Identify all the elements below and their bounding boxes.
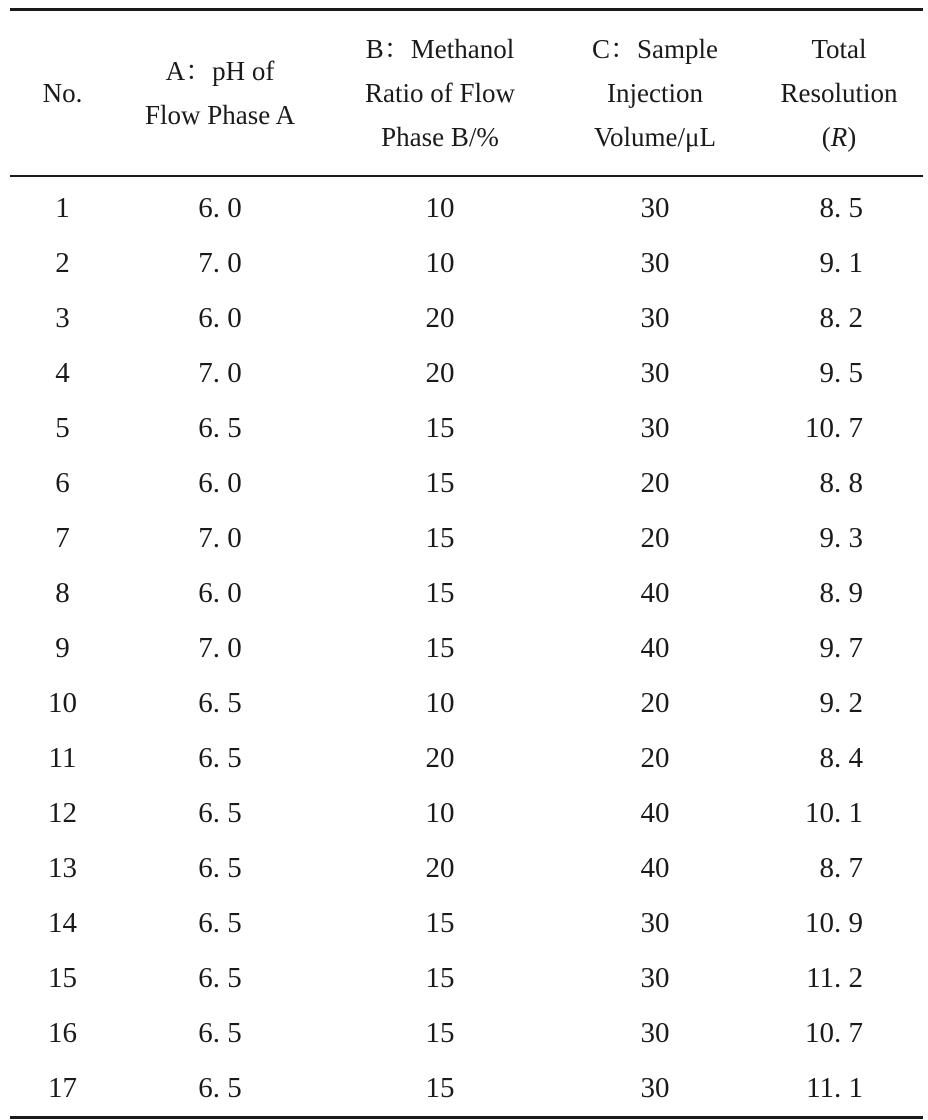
cell-resolution: 8. 8 bbox=[819, 467, 863, 499]
cell-volume: 20 bbox=[640, 687, 670, 719]
cell-no: 5 bbox=[55, 412, 70, 444]
cell-no: 7 bbox=[55, 522, 70, 554]
header-resolution-line-1: Total bbox=[811, 34, 867, 64]
table-row bbox=[10, 786, 923, 841]
table-row bbox=[10, 676, 923, 731]
cell-resolution: 10. 1 bbox=[805, 797, 863, 829]
cell-ph: 7. 0 bbox=[198, 247, 242, 279]
cell-methanol: 15 bbox=[425, 962, 455, 994]
cell-volume: 30 bbox=[640, 412, 670, 444]
header-volume-line-3: Volume/μL bbox=[594, 122, 716, 152]
table-row bbox=[10, 236, 923, 291]
cell-resolution: 9. 7 bbox=[819, 632, 863, 664]
cell-ph: 6. 5 bbox=[198, 907, 242, 939]
table-row bbox=[10, 1006, 923, 1061]
header-ph-line-2: Flow Phase A bbox=[144, 100, 296, 130]
header-methanol-line-3: Phase B/% bbox=[381, 122, 499, 152]
cell-methanol: 15 bbox=[425, 1017, 455, 1049]
header-ph-line-1: A：pH of bbox=[165, 56, 275, 86]
cell-no: 8 bbox=[55, 577, 70, 609]
table-row bbox=[10, 566, 923, 621]
cell-no: 17 bbox=[48, 1072, 77, 1104]
cell-ph: 6. 5 bbox=[198, 1017, 242, 1049]
table-body bbox=[10, 176, 923, 1118]
cell-methanol: 15 bbox=[425, 907, 455, 939]
cell-resolution: 8. 4 bbox=[819, 742, 863, 774]
header-methanol-line-1: B：Methanol bbox=[365, 34, 515, 64]
cell-ph: 6. 5 bbox=[198, 797, 242, 829]
cell-resolution: 9. 5 bbox=[819, 357, 863, 389]
cell-resolution: 10. 9 bbox=[805, 907, 863, 939]
table-row bbox=[10, 291, 923, 346]
cell-no: 11 bbox=[48, 742, 77, 774]
table-header bbox=[10, 10, 923, 177]
cell-no: 13 bbox=[48, 852, 77, 884]
cell-resolution: 10. 7 bbox=[805, 1017, 863, 1049]
cell-volume: 30 bbox=[640, 907, 670, 939]
cell-methanol: 15 bbox=[425, 412, 455, 444]
header-methanol-line-2: Ratio of Flow bbox=[364, 78, 515, 108]
table-row bbox=[10, 951, 923, 1006]
cell-methanol: 10 bbox=[425, 687, 455, 719]
cell-volume: 30 bbox=[640, 302, 670, 334]
table-row bbox=[10, 456, 923, 511]
cell-volume: 20 bbox=[640, 522, 670, 554]
cell-resolution: 8. 7 bbox=[819, 852, 863, 884]
table-row bbox=[10, 896, 923, 951]
cell-no: 15 bbox=[48, 962, 77, 994]
cell-volume: 40 bbox=[640, 632, 670, 664]
cell-no: 3 bbox=[55, 302, 70, 334]
cell-methanol: 15 bbox=[425, 1072, 455, 1104]
cell-resolution: 10. 7 bbox=[805, 412, 863, 444]
cell-ph: 6. 5 bbox=[198, 1072, 242, 1104]
cell-ph: 6. 0 bbox=[198, 192, 242, 224]
cell-ph: 6. 5 bbox=[198, 742, 242, 774]
cell-no: 2 bbox=[55, 247, 70, 279]
header-no-line: No. bbox=[42, 78, 83, 108]
cell-resolution: 11. 2 bbox=[806, 962, 863, 994]
header-volume bbox=[555, 10, 755, 177]
cell-ph: 6. 5 bbox=[198, 412, 242, 444]
cell-volume: 30 bbox=[640, 192, 670, 224]
cell-ph: 6. 0 bbox=[198, 467, 242, 499]
cell-ph: 7. 0 bbox=[198, 632, 242, 664]
header-resolution-line-2: Resolution bbox=[780, 78, 898, 108]
cell-methanol: 20 bbox=[425, 852, 455, 884]
cell-no: 1 bbox=[55, 192, 70, 224]
header-volume-line-2: Injection bbox=[607, 78, 703, 108]
cell-volume: 30 bbox=[640, 357, 670, 389]
table-row bbox=[10, 511, 923, 566]
cell-volume: 30 bbox=[640, 962, 670, 994]
cell-methanol: 20 bbox=[425, 302, 455, 334]
cell-volume: 30 bbox=[640, 1072, 670, 1104]
cell-resolution: 9. 2 bbox=[819, 687, 863, 719]
cell-resolution: 9. 1 bbox=[819, 247, 863, 279]
cell-ph: 6. 5 bbox=[198, 852, 242, 884]
cell-ph: 6. 5 bbox=[198, 687, 242, 719]
cell-no: 12 bbox=[48, 797, 77, 829]
cell-no: 14 bbox=[48, 907, 77, 939]
cell-no: 10 bbox=[48, 687, 77, 719]
cell-volume: 40 bbox=[640, 852, 670, 884]
cell-volume: 30 bbox=[640, 1017, 670, 1049]
cell-methanol: 10 bbox=[425, 192, 455, 224]
cell-methanol: 15 bbox=[425, 522, 455, 554]
header-no bbox=[10, 10, 115, 177]
table-row bbox=[10, 731, 923, 786]
cell-ph: 7. 0 bbox=[198, 522, 242, 554]
cell-methanol: 20 bbox=[425, 357, 455, 389]
cell-resolution: 11. 1 bbox=[806, 1072, 863, 1104]
cell-volume: 20 bbox=[640, 742, 670, 774]
table-row bbox=[10, 1061, 923, 1118]
cell-volume: 40 bbox=[640, 577, 670, 609]
table-row bbox=[10, 841, 923, 896]
cell-no: 6 bbox=[55, 467, 70, 499]
cell-no: 9 bbox=[55, 632, 70, 664]
cell-methanol: 15 bbox=[425, 467, 455, 499]
header-resolution-line-3: (R) bbox=[821, 122, 857, 152]
table-row bbox=[10, 346, 923, 401]
cell-volume: 30 bbox=[640, 247, 670, 279]
cell-ph: 6. 0 bbox=[198, 577, 242, 609]
cell-resolution: 8. 2 bbox=[819, 302, 863, 334]
header-resolution bbox=[755, 10, 923, 177]
cell-resolution: 9. 3 bbox=[819, 522, 863, 554]
cell-methanol: 10 bbox=[425, 247, 455, 279]
cell-volume: 20 bbox=[640, 467, 670, 499]
cell-resolution: 8. 9 bbox=[819, 577, 863, 609]
cell-no: 4 bbox=[55, 357, 70, 389]
cell-volume: 40 bbox=[640, 797, 670, 829]
cell-methanol: 20 bbox=[425, 742, 455, 774]
header-row bbox=[10, 10, 923, 177]
experiment-design-table bbox=[10, 8, 923, 1119]
table-row bbox=[10, 621, 923, 676]
table-row bbox=[10, 401, 923, 456]
cell-ph: 6. 0 bbox=[198, 302, 242, 334]
cell-methanol: 10 bbox=[425, 797, 455, 829]
cell-ph: 6. 5 bbox=[198, 962, 242, 994]
cell-methanol: 15 bbox=[425, 632, 455, 664]
header-methanol bbox=[325, 10, 555, 177]
header-volume-line-1: C：Sample bbox=[592, 34, 718, 64]
cell-methanol: 15 bbox=[425, 577, 455, 609]
cell-resolution: 8. 5 bbox=[819, 192, 863, 224]
cell-ph: 7. 0 bbox=[198, 357, 242, 389]
header-ph bbox=[115, 10, 325, 177]
cell-no: 16 bbox=[48, 1017, 77, 1049]
table-row bbox=[10, 176, 923, 236]
